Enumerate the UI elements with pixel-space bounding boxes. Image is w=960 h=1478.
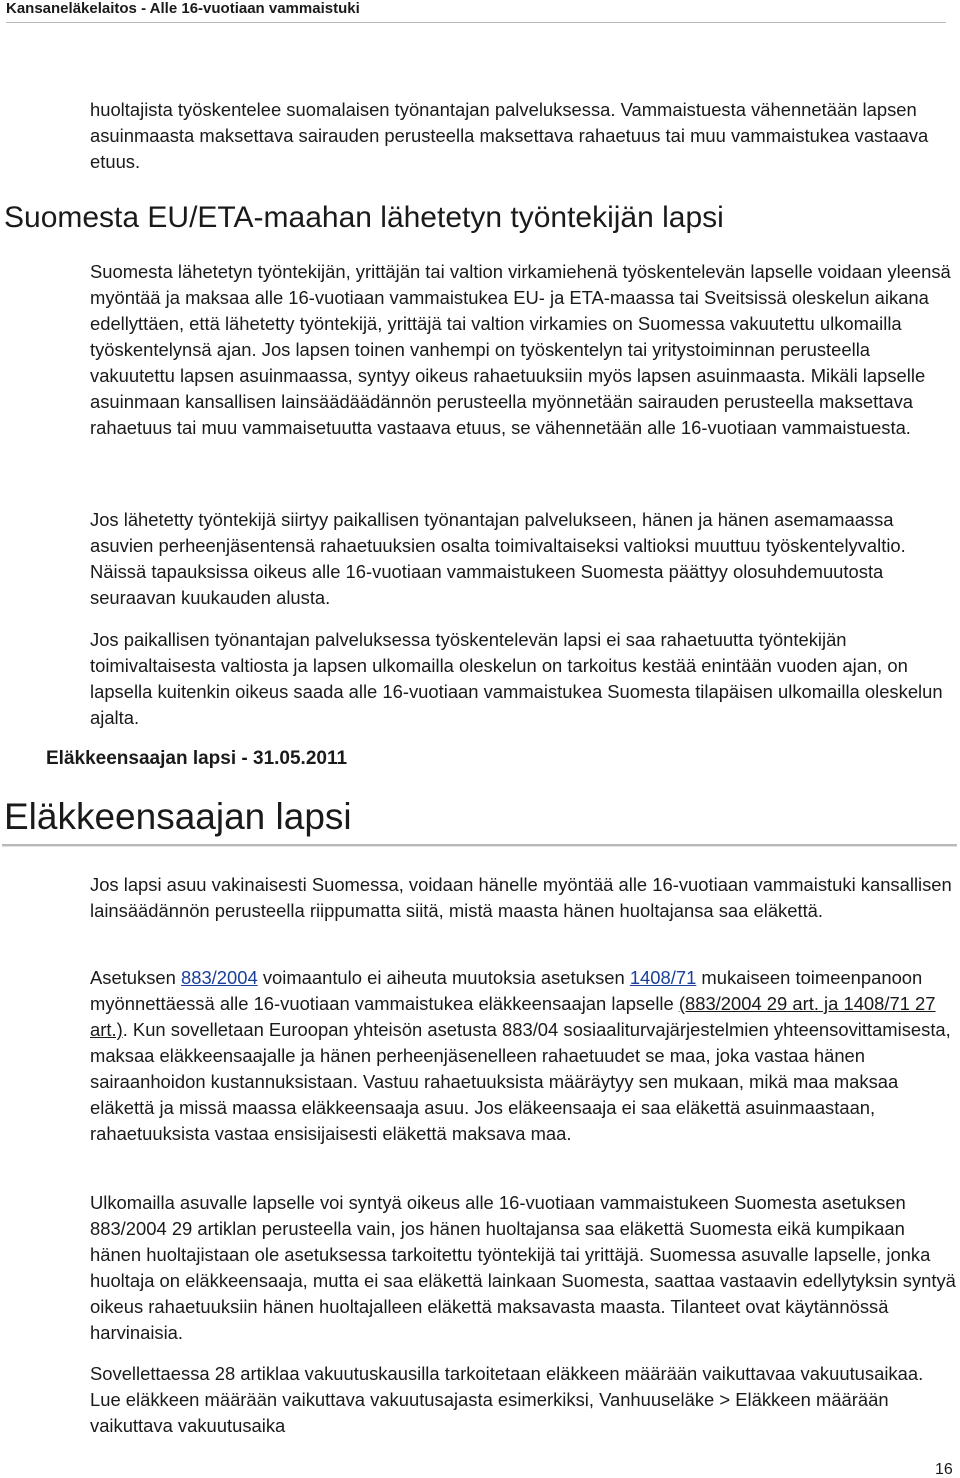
running-header-title: Kansaneläkelaitos - Alle 16-vuotiaan vammaistuki (6, 0, 360, 17)
pensioner-paragraph-1: Jos lapsi asuu vakinaisesti Suomessa, voidaan hänelle myöntää alle 16-vuotiaan vammaistuki kansallisen lainsäädännön perusteella riippumatta siitä, mistä maasta hänen huoltajansa saa eläkettä. (90, 874, 952, 921)
posted-worker-heading: Suomesta EU/ETA-maahan lähetetyn työntekijän lapsi (4, 201, 724, 234)
pensioner-paragraph-2 (90, 965, 956, 1147)
pensioner-paragraph-2-text-a: Asetuksen (90, 967, 181, 988)
regulation-883-2004-link[interactable]: 883/2004 (180, 967, 258, 988)
pensioner-heading: Eläkkeensaajan lapsi (4, 796, 352, 837)
running-header (6, 0, 946, 23)
posted-worker-paragraph-2: Jos lähetetty työntekijä siirtyy paikallisen työnantajan palvelukseen, hänen ja hänen asemamaassa asuvien perheenjäsentensä rahaetuuksien osalta toimivaltaiseksi valtioksi muuttuu työskentelyvaltio. Näissä tapauksissa oikeus alle 16-vuotiaan vammaistukeen Suomesta päättyy olosuhdemuutosta seuraavan kuukauden alusta. (90, 509, 906, 608)
intro-paragraph: huoltajista työskentelee suomalaisen työnantajan palveluksessa. Vammaistuesta vähennetään lapsen asuinmaasta maksettava sairauden perusteella maksettava rahaetuus tai muu vammaistukea vastaava etuus. (90, 99, 929, 172)
page-number: 16 (935, 1461, 953, 1478)
pensioner-paragraph-2-text-c: mukaiseen toimeenpanoon myönnettäessä alle 16-vuotiaan vammaistukea eläkkeensaajan lapselle (90, 967, 923, 1014)
pensioner-paragraph-4: Sovellettaessa 28 artiklaa vakuutuskausilla tarkoitetaan eläkkeen määrään vaikuttavaa vakuutusaikaa. Lue eläkkeen määrään vaikuttava vakuutusajasta esimerkiksi, Vanhuuseläke > Eläkkeen määrään vaikuttava vakuutusaika (90, 1363, 924, 1436)
regulation-1408-71-link[interactable]: 1408/71 (629, 967, 697, 988)
document-title: Eläkkeensaajan lapsi - 31.05.2011 (46, 748, 348, 769)
pensioner-paragraph-2-text-d: . Kun sovelletaan Euroopan yhteisön asetusta 883/04 sosiaaliturvajärjestelmien yhteensovittamisesta, maksaa eläkkeensaajalle ja hänen perheenjäsenelleen rahaetuudet se maa, joka vastaa hänen sairaanhoidon kustannuksistaan. Vastuu rahaetuuksista määräytyy sen mukaan, mikä maa maksaa eläkettä ja missä maassa eläkkeensaaja asuu. Jos eläkeensaaja ei saa eläkettä asuinmaastaan, rahaetuuksista vastaa ensisijaisesti eläkettä maksava maa. (90, 1019, 951, 1144)
posted-worker-paragraph-1: Suomesta lähetetyn työntekijän, yrittäjän tai valtion virkamiehenä työskentelevän lapselle voidaan yleensä myöntää ja maksaa alle 16-vuotiaan vammaistukea EU- ja ETA-maassa tai Sveitsissä oleskelun aikana edellyttäen, että lähetetty työntekijä, yrittäjä tai valtion virkamies on Suomessa vakuutettu ulkomailla työskentelynsä ajan. Jos lapsen toinen vanhempi on työskentelyn tai yritystoiminnan perusteella vakuutettu lapsen asuinmaassa, syntyy oikeus rahaetuuksiin myös lapsen asuinmaasta. Mikäli lapselle asuinmaan kansallisen lainsäädäädännön perusteella myönnetään sairauden perusteella maksettava rahaetuus tai muu vammaisetuutta vastaava etuus, se vähennetään alle 16-vuotiaan vammaistuesta. (90, 261, 951, 438)
posted-worker-paragraph-3: Jos paikallisen työnantajan palveluksessa työskentelevän lapsi ei saa rahaetuutta työntekijän toimivaltaisesta valtiosta ja lapsen ulkomailla oleskelun on tarkoitus kestää enintään vuoden ajan, on lapsella kuitenkin oikeus saada alle 16-vuotiaan vammaistukea Suomesta tilapäisen ulkomailla oleskelun ajalta. (90, 629, 943, 728)
article-reference-link[interactable]: (883/2004 29 art. ja 1408/71 27 art.) (90, 993, 936, 1040)
heading-divider (2, 844, 957, 847)
pensioner-paragraph-3: Ulkomailla asuvalle lapselle voi syntyä oikeus alle 16-vuotiaan vammaistukeen Suomesta asetuksen 883/2004 29 artiklan perusteella vain, jos hänen huoltajansa saa eläkettä Suomesta eikä kumpikaan hänen huoltajistaan ole asetuksessa tarkoitettu työntekijä tai yrittäjä. Suomessa asuvalle lapselle, jonka huoltaja on eläkkeensaaja, mutta ei saa eläkettä lainkaan Suomesta, saattaa vastaavin edellytyksin syntyä oikeus rahaetuuksiin hänen huoltajalleen eläkettä maksavasta maasta. Tilanteet ovat käytännössä harvinaisia. (90, 1192, 956, 1343)
pensioner-paragraph-2-text-b: voimaantulo ei aiheuta muutoksia asetuksen (257, 967, 630, 988)
